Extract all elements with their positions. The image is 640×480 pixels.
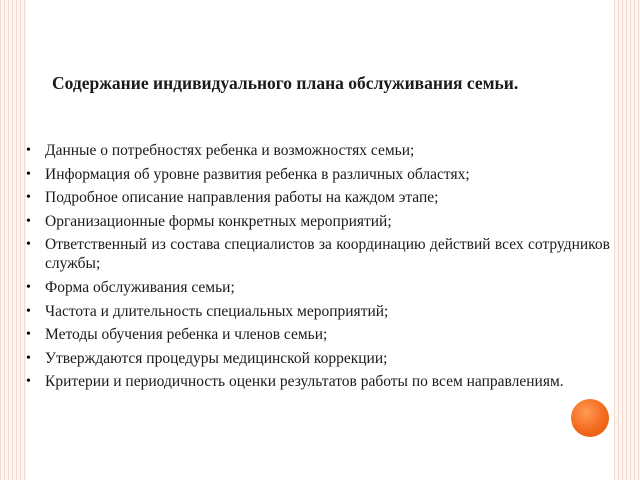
slide-title: Содержание индивидуального плана обслуживания семьи. [52, 73, 519, 93]
list-item-text: Ответственный из состава специалистов за координацию действий всех сотрудников службы; [45, 236, 610, 273]
list-item-text: Форма обслуживания семьи; [45, 278, 235, 296]
list-item [26, 188, 610, 207]
list-item-text: Методы обучения ребенка и членов семьи; [45, 326, 328, 344]
list-item-text: Критерии и периодичность оценки результатов работы по всем направлениям. [45, 373, 564, 391]
list-item [26, 372, 610, 391]
list-item-text: Данные о потребностях ребенка и возможностях семьи; [45, 142, 415, 159]
bullet-icon: • [26, 303, 31, 319]
bullet-icon: • [26, 350, 31, 366]
bullet-icon: • [26, 237, 31, 253]
list-item [26, 278, 610, 297]
list-item [26, 141, 610, 160]
bullet-icon: • [26, 374, 31, 390]
list-item-text: Информация об уровне развития ребенка в различных областях; [45, 165, 470, 183]
list-item [26, 212, 610, 231]
bullet-icon: • [26, 166, 31, 182]
bullet-icon: • [26, 213, 31, 229]
list-item-text: Частота и длительность специальных мероприятий; [45, 302, 389, 320]
bullet-list [26, 141, 610, 396]
bullet-icon: • [26, 279, 31, 295]
list-item [26, 235, 610, 273]
right-stripe-border [614, 0, 640, 480]
list-item [26, 349, 610, 368]
bullet-icon: • [26, 327, 31, 343]
list-item [26, 302, 610, 321]
bullet-icon: • [26, 143, 31, 158]
list-item-text: Организационные формы конкретных мероприятий; [45, 212, 392, 230]
orange-circle-decoration [571, 399, 609, 437]
bullet-icon: • [26, 190, 31, 206]
list-item-text: Подробное описание направления работы на каждом этапе; [45, 189, 439, 207]
list-item [26, 165, 610, 184]
list-item [26, 325, 610, 344]
list-item-text: Утверждаются процедуры медицинской коррекции; [45, 349, 388, 367]
left-stripe-border [0, 0, 26, 480]
slide-content [26, 0, 614, 480]
